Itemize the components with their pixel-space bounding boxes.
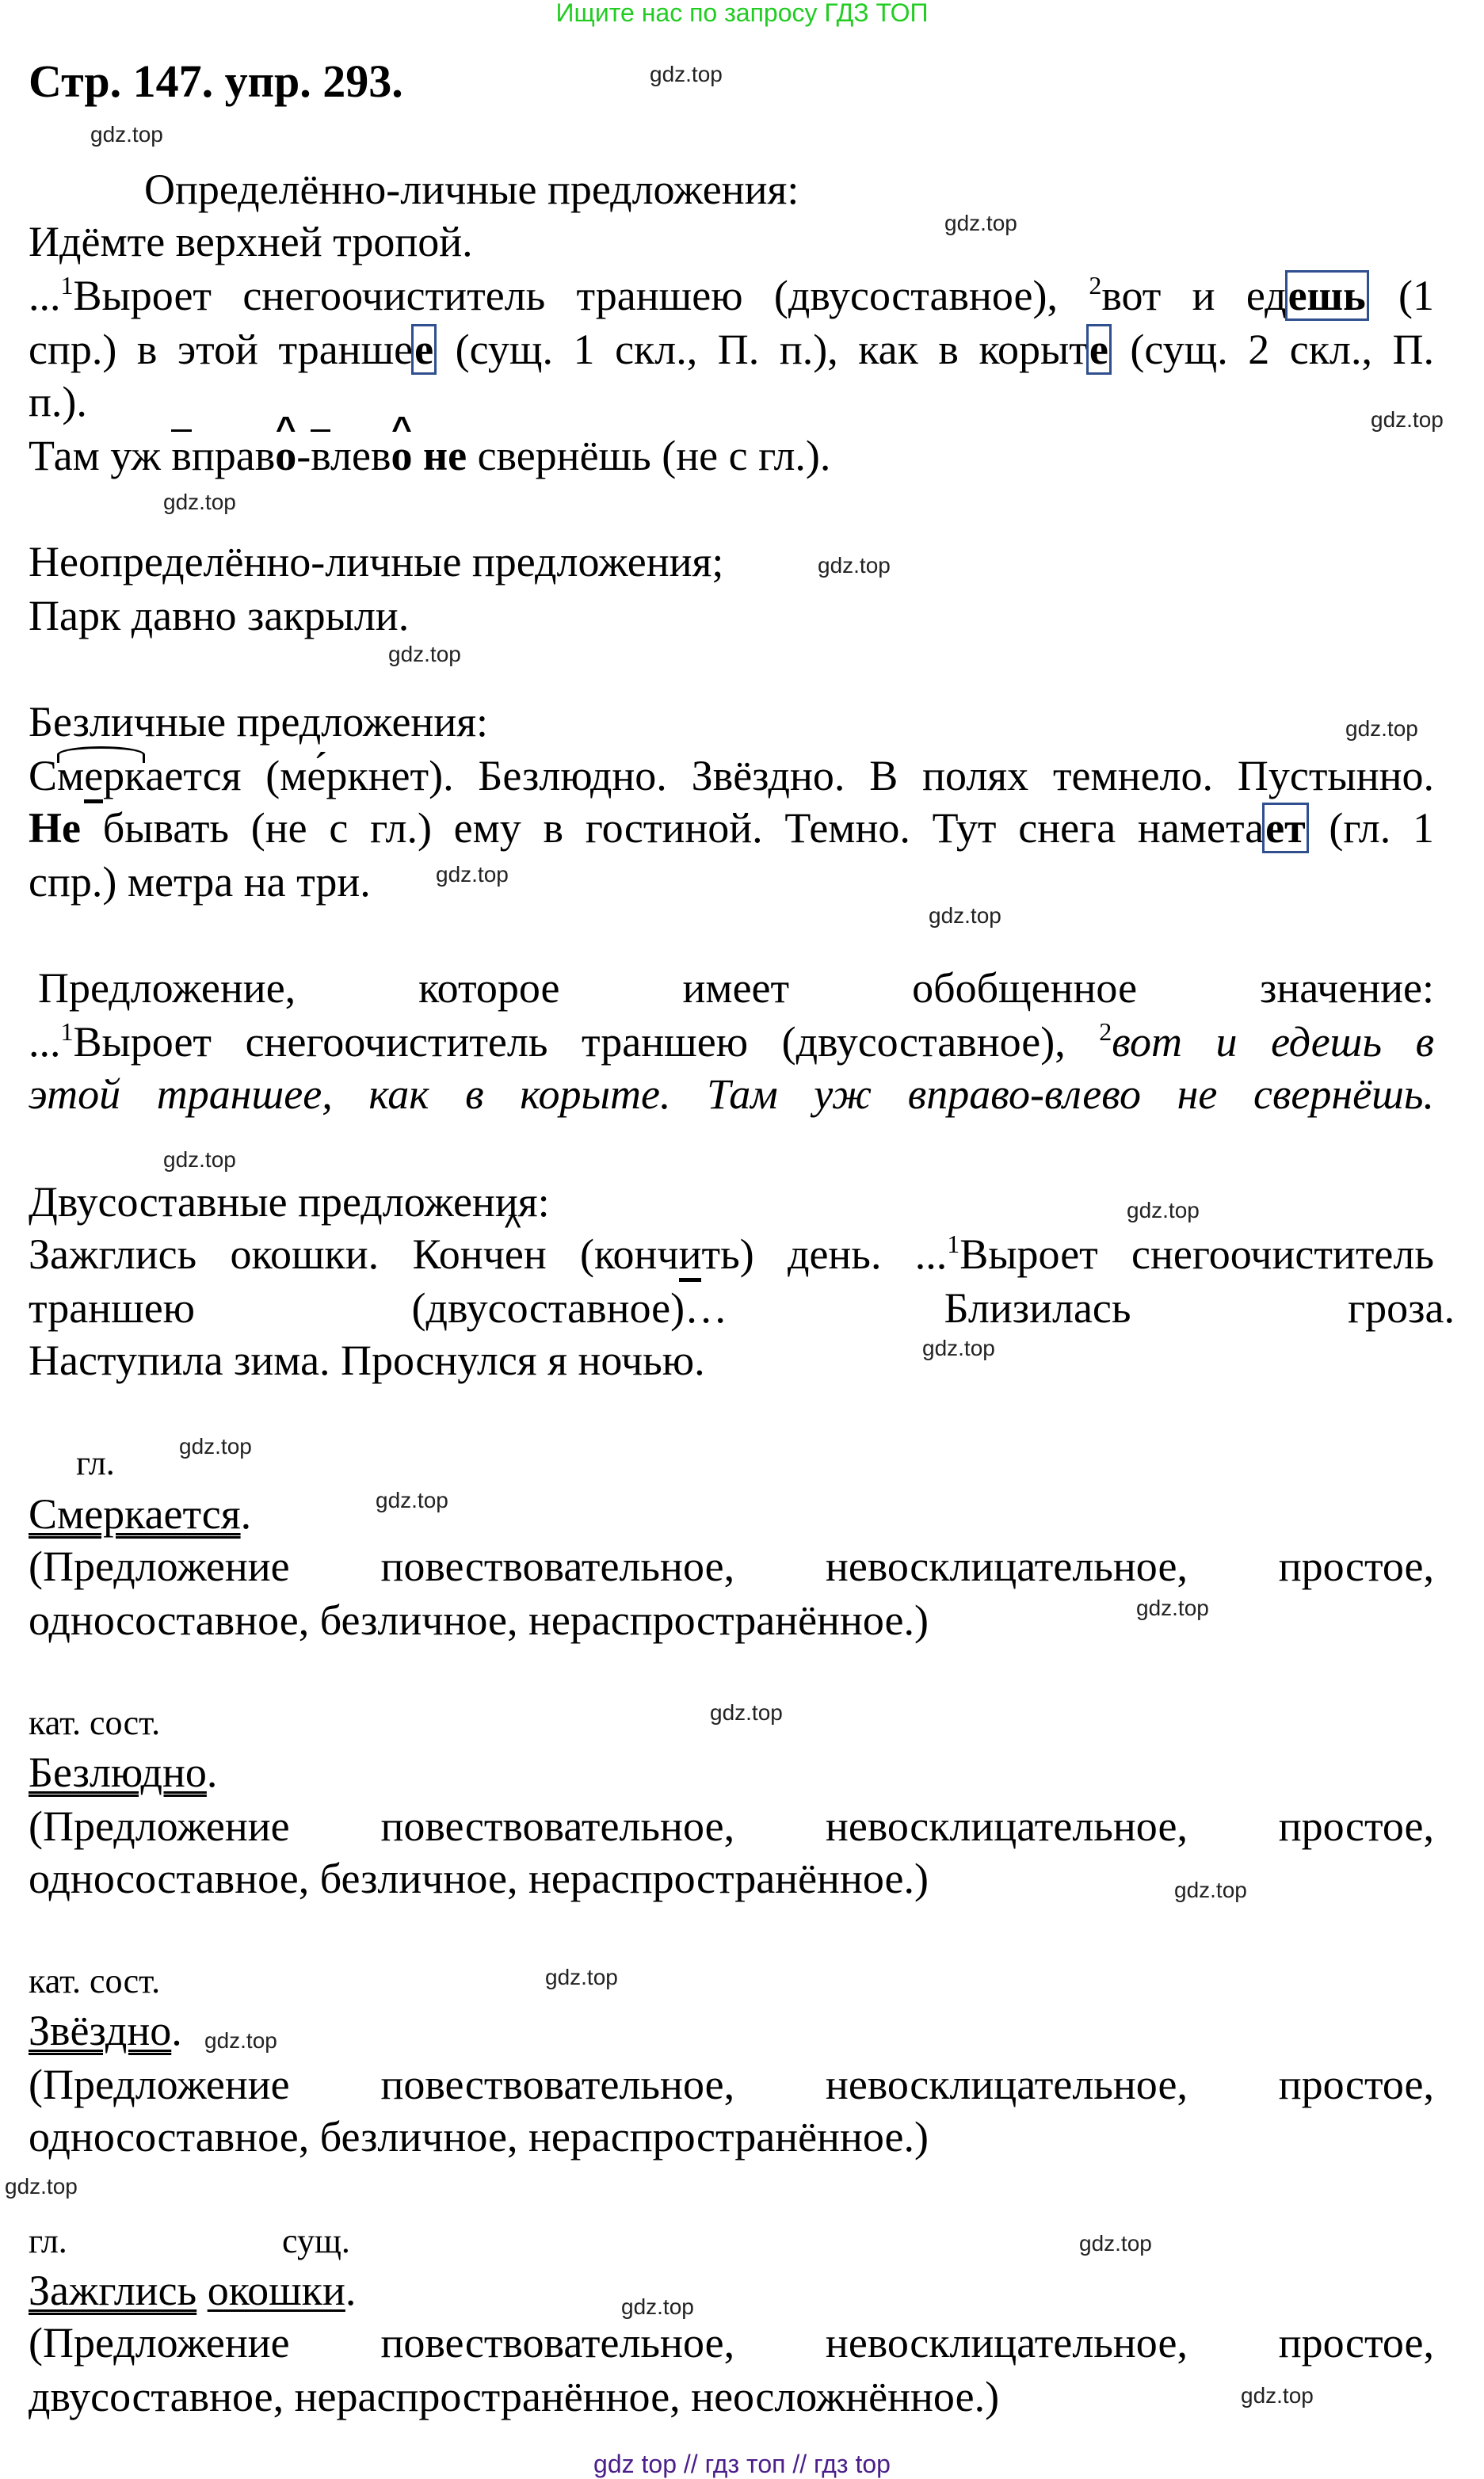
analysis-description: (Предложение повествовательное, невосклицательное, простое, (29, 1543, 1434, 1590)
text: . (206, 1749, 218, 1796)
text (196, 2267, 208, 2314)
analysis-sentence (29, 1488, 1434, 1541)
watermark: gdz.top (545, 1965, 618, 1989)
stress-mark: е (84, 752, 103, 803)
watermark: gdz.top (376, 1488, 448, 1512)
predicate: Безлюдно (29, 1749, 207, 1796)
text: спр.) в этой транше (29, 326, 414, 373)
twopart-line: Наступила зима. Проснулся я ночью. (29, 1337, 705, 1384)
root-mark (57, 749, 145, 803)
analysis-description: (Предложение повествовательное, невосклицательное, простое, (29, 2319, 1434, 2366)
text: . (240, 1490, 252, 1538)
part-of-speech-label: кат. сост. (29, 1962, 161, 2000)
text: С (29, 752, 58, 799)
footer-links[interactable]: gdz top // гдз топ // гдз top (593, 2450, 891, 2478)
text: Выроет снегоочиститель (959, 1230, 1434, 1278)
prefix-mark: в (311, 429, 330, 479)
search-banner[interactable]: Ищите нас по запросу ГДЗ ТОП (555, 0, 929, 27)
text: рк (103, 752, 146, 799)
text: (1 (1367, 272, 1434, 319)
indefinite-heading: Неопределённо-личные предложения; (29, 538, 724, 585)
text: Там уж (29, 432, 172, 479)
watermark: gdz.top (650, 62, 723, 86)
predicate: Зажглись (29, 2267, 197, 2314)
part-of-speech-label: гл. (29, 2222, 67, 2260)
watermark: gdz.top (1136, 1596, 1209, 1620)
watermark: gdz.top (1174, 1878, 1247, 1902)
watermark: gdz.top (163, 490, 236, 514)
superscript: 1 (947, 1230, 960, 1258)
watermark: gdz.top (1345, 716, 1418, 741)
twopart-line (29, 1228, 1434, 1281)
text: свернёшь (не с гл.). (467, 432, 831, 479)
italic-text: вот и едешь в (1112, 1018, 1435, 1066)
definite-line (29, 269, 1434, 322)
text: . (171, 2007, 182, 2054)
watermark: gdz.top (163, 1147, 236, 1172)
superscript: 2 (1099, 1017, 1112, 1046)
watermark: gdz.top (1371, 407, 1444, 432)
suffix-mark: ^ ен (505, 1228, 547, 1281)
watermark: gdz.top (710, 1700, 783, 1725)
analysis-description: (Предложение повествовательное, невосклицательное, простое, (29, 2061, 1434, 2108)
definite-example: Идёмте верхней тропой. (29, 218, 473, 265)
analysis-description: односоставное, безличное, нераспространённое.) (29, 1855, 929, 1902)
impersonal-line (29, 749, 1434, 803)
subject: окошки (207, 2267, 345, 2314)
definite-heading: Определённо-личные предложения: (144, 166, 799, 213)
ending-box: е (414, 326, 434, 373)
generalized-line: этой траншее, как в корыте. Там уж вправо-влево не свернёшь. (29, 1070, 1434, 1118)
part-of-speech-label: сущ. (282, 2222, 350, 2260)
text: прав (191, 432, 276, 479)
analysis-description: двусоставное, нераспространённое, неосложнённое.) (29, 2373, 1000, 2420)
part-of-speech-label: кат. сост. (29, 1703, 161, 1742)
text: Выроет снегоочиститель траншею (двусоставное), (73, 272, 1089, 319)
predicate: Смеркается (29, 1490, 241, 1538)
text: бывать (не с гл.) ему в гостиной. Темно. Тут снега намета (80, 804, 1265, 852)
particle: Не (29, 804, 81, 852)
watermark: gdz.top (436, 862, 509, 887)
impersonal-line: спр.) метра на три. (29, 858, 371, 906)
predicate: Звёздно (29, 2007, 172, 2054)
twopart-line: траншею (двусоставное)… Близилась гроза. (29, 1284, 1455, 1332)
watermark: gdz.top (944, 211, 1017, 235)
impersonal-line (29, 802, 1434, 855)
watermark: gdz.top (818, 553, 891, 578)
definite-line: п.). (29, 378, 87, 425)
text: (сущ. 1 скл., П. п.), как в корыт (435, 326, 1088, 373)
analysis-description: (Предложение повествовательное, невосклицательное, простое, (29, 1802, 1434, 1850)
text: ть) день. ... (701, 1230, 948, 1278)
indefinite-example: Парк давно закрыли. (29, 592, 410, 639)
watermark: gdz.top (90, 122, 163, 147)
ending-box: е (1089, 326, 1108, 373)
prefix-mark: в (171, 429, 192, 479)
text: ... (29, 1018, 61, 1066)
generalized-line (29, 1016, 1434, 1069)
text (412, 432, 423, 479)
watermark: gdz.top (204, 2028, 277, 2053)
definite-line (29, 323, 1434, 376)
particle: не (422, 432, 467, 479)
text: Зажглись окошки. Конч (29, 1230, 505, 1278)
text: - (296, 432, 311, 479)
text: вот и ед (1101, 272, 1287, 319)
suffix-mark: ^ о (275, 429, 296, 482)
text: . (345, 2267, 357, 2314)
analysis-description: односоставное, безличное, нераспространённое.) (29, 2113, 929, 2161)
part-of-speech-label: гл. (76, 1444, 115, 1482)
text: м (57, 752, 85, 799)
superscript: 2 (1089, 271, 1102, 299)
watermark: gdz.top (621, 2294, 694, 2319)
impersonal-heading: Безличные предложения: (29, 698, 489, 746)
watermark: gdz.top (1079, 2231, 1152, 2256)
definite-line (29, 429, 1434, 482)
watermark: gdz.top (1127, 1198, 1200, 1222)
watermark: gdz.top (929, 903, 1001, 928)
text: Выроет снегоочиститель траншею (двусоставное), (73, 1018, 1100, 1066)
generalized-heading: Предложение, которое имеет обобщенное значение: (38, 964, 1434, 1012)
analysis-description: односоставное, безличное, нераспространённое.) (29, 1596, 929, 1644)
watermark: gdz.top (1241, 2383, 1314, 2408)
watermark: gdz.top (388, 642, 461, 666)
stress-mark: и (679, 1230, 702, 1282)
twopart-heading: Двусоставные предложения: (29, 1178, 550, 1226)
analysis-sentence (29, 2264, 1434, 2317)
analysis-sentence (29, 1746, 1434, 1799)
text: ... (29, 272, 61, 319)
text: (конч (546, 1230, 679, 1278)
suffix-mark: ^ о (391, 429, 412, 482)
text: (сущ. 2 скл., П. (1109, 326, 1434, 373)
page-title: Стр. 147. упр. 293. (29, 55, 403, 107)
ending-box: ешь (1288, 272, 1366, 319)
ending-box: ет (1265, 804, 1306, 852)
text: ается (ме́ркнет). Безлюдно. Звёздно. В полях темнело. Пустынно. (145, 752, 1434, 799)
text: (гл. 1 (1307, 804, 1434, 852)
superscript: 1 (60, 1017, 74, 1046)
text: лев (330, 432, 391, 479)
watermark: gdz.top (5, 2174, 78, 2199)
watermark: gdz.top (179, 1434, 252, 1459)
watermark: gdz.top (922, 1336, 995, 1360)
superscript: 1 (60, 271, 74, 299)
